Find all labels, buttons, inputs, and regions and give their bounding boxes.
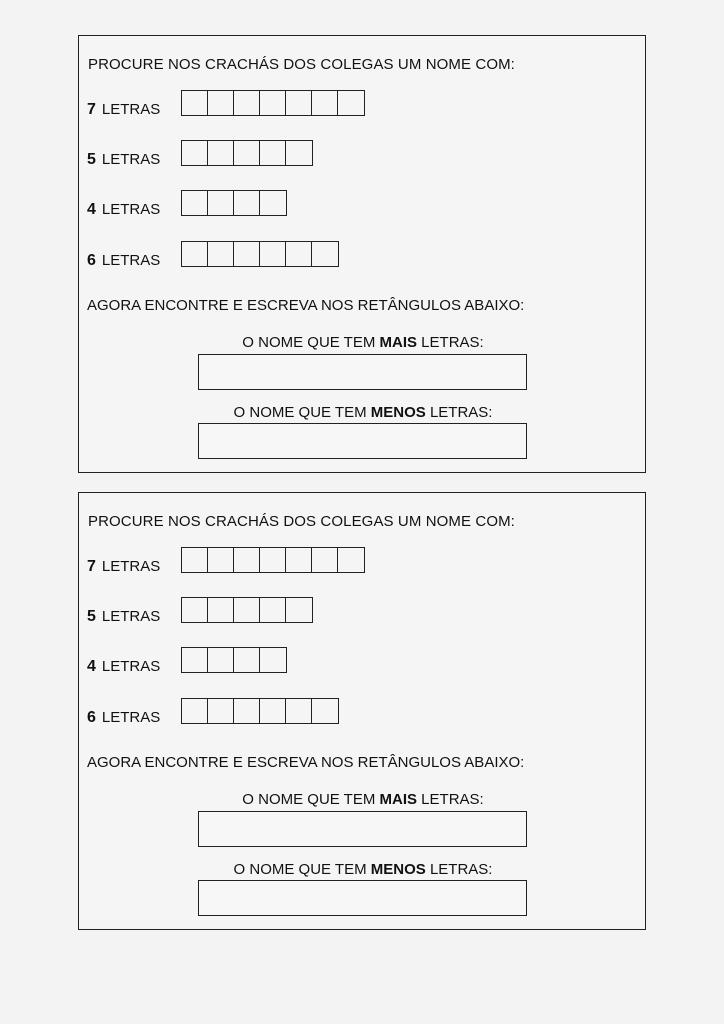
answer-box-least-letters[interactable] bbox=[198, 423, 527, 459]
letter-row-6 bbox=[87, 699, 339, 727]
letter-boxes[interactable] bbox=[181, 698, 339, 724]
letter-box[interactable] bbox=[182, 91, 208, 115]
letter-boxes[interactable] bbox=[181, 190, 287, 216]
letter-box[interactable] bbox=[286, 141, 312, 165]
subtitle-text: AGORA ENCONTRE E ESCREVA NOS RETÂNGULOS ABAIXO: bbox=[87, 754, 525, 771]
letter-box[interactable] bbox=[208, 191, 234, 215]
letter-row-4 bbox=[87, 191, 287, 219]
letter-box[interactable] bbox=[260, 91, 286, 115]
letter-box[interactable] bbox=[312, 91, 338, 115]
prompt-most-letters: O NOME QUE TEM MAIS LETRAS: bbox=[242, 791, 484, 808]
letter-label: LETRAS bbox=[101, 201, 161, 218]
instruction-text: PROCURE NOS CRACHÁS DOS COLEGAS UM NOME COM: bbox=[88, 513, 515, 530]
letter-box[interactable] bbox=[286, 91, 312, 115]
letter-box[interactable] bbox=[234, 648, 260, 672]
prompt-most-letters: O NOME QUE TEM MAIS LETRAS: bbox=[242, 334, 484, 351]
letter-box[interactable] bbox=[260, 648, 286, 672]
letter-box[interactable] bbox=[286, 242, 312, 266]
letter-box[interactable] bbox=[260, 242, 286, 266]
letter-count: 6 bbox=[87, 252, 96, 269]
letter-count: 4 bbox=[87, 201, 96, 218]
letter-boxes[interactable] bbox=[181, 241, 339, 267]
letter-row-4 bbox=[87, 648, 287, 676]
letter-box[interactable] bbox=[260, 141, 286, 165]
letter-box[interactable] bbox=[286, 548, 312, 572]
letter-boxes[interactable] bbox=[181, 547, 365, 573]
letter-row-5 bbox=[87, 598, 313, 626]
letter-box[interactable] bbox=[234, 191, 260, 215]
letter-box[interactable] bbox=[208, 648, 234, 672]
letter-box[interactable] bbox=[208, 598, 234, 622]
letter-row-5 bbox=[87, 141, 313, 169]
letter-box[interactable] bbox=[234, 548, 260, 572]
answer-box-most-letters[interactable] bbox=[198, 354, 527, 390]
letter-box[interactable] bbox=[312, 699, 338, 723]
letter-count: 7 bbox=[87, 101, 96, 118]
letter-box[interactable] bbox=[234, 141, 260, 165]
letter-box[interactable] bbox=[182, 141, 208, 165]
letter-count: 5 bbox=[87, 608, 96, 625]
letter-count: 5 bbox=[87, 151, 96, 168]
letter-box[interactable] bbox=[182, 699, 208, 723]
letter-label: LETRAS bbox=[101, 151, 161, 168]
letter-box[interactable] bbox=[182, 191, 208, 215]
letter-boxes[interactable] bbox=[181, 647, 287, 673]
letter-box[interactable] bbox=[260, 598, 286, 622]
letter-box[interactable] bbox=[208, 242, 234, 266]
letter-box[interactable] bbox=[182, 598, 208, 622]
letter-label: LETRAS bbox=[101, 658, 161, 675]
letter-box[interactable] bbox=[234, 91, 260, 115]
letter-count: 7 bbox=[87, 558, 96, 575]
letter-boxes[interactable] bbox=[181, 140, 313, 166]
letter-box[interactable] bbox=[234, 598, 260, 622]
letter-box[interactable] bbox=[312, 242, 338, 266]
letter-boxes[interactable] bbox=[181, 597, 313, 623]
prompt-least-letters: O NOME QUE TEM MENOS LETRAS: bbox=[233, 404, 493, 421]
subtitle-text: AGORA ENCONTRE E ESCREVA NOS RETÂNGULOS ABAIXO: bbox=[87, 297, 525, 314]
letter-box[interactable] bbox=[182, 242, 208, 266]
letter-count: 4 bbox=[87, 658, 96, 675]
worksheet-card-2 bbox=[78, 492, 646, 930]
letter-box[interactable] bbox=[208, 699, 234, 723]
letter-box[interactable] bbox=[208, 141, 234, 165]
letter-label: LETRAS bbox=[101, 558, 161, 575]
letter-box[interactable] bbox=[312, 548, 338, 572]
letter-box[interactable] bbox=[182, 548, 208, 572]
answer-box-most-letters[interactable] bbox=[198, 811, 527, 847]
letter-box[interactable] bbox=[338, 91, 364, 115]
letter-row-7 bbox=[87, 91, 365, 119]
letter-box[interactable] bbox=[260, 699, 286, 723]
letter-label: LETRAS bbox=[101, 101, 161, 118]
letter-box[interactable] bbox=[260, 191, 286, 215]
instruction-text: PROCURE NOS CRACHÁS DOS COLEGAS UM NOME COM: bbox=[88, 56, 515, 73]
letter-box[interactable] bbox=[260, 548, 286, 572]
letter-box[interactable] bbox=[234, 699, 260, 723]
letter-label: LETRAS bbox=[101, 709, 161, 726]
letter-row-7 bbox=[87, 548, 365, 576]
letter-label: LETRAS bbox=[101, 608, 161, 625]
letter-count: 6 bbox=[87, 709, 96, 726]
letter-box[interactable] bbox=[182, 648, 208, 672]
letter-box[interactable] bbox=[338, 548, 364, 572]
letter-box[interactable] bbox=[286, 598, 312, 622]
prompt-least-letters: O NOME QUE TEM MENOS LETRAS: bbox=[233, 861, 493, 878]
letter-box[interactable] bbox=[208, 91, 234, 115]
answer-box-least-letters[interactable] bbox=[198, 880, 527, 916]
letter-label: LETRAS bbox=[101, 252, 161, 269]
letter-box[interactable] bbox=[234, 242, 260, 266]
letter-boxes[interactable] bbox=[181, 90, 365, 116]
letter-box[interactable] bbox=[286, 699, 312, 723]
worksheet-card-1 bbox=[78, 35, 646, 473]
letter-box[interactable] bbox=[208, 548, 234, 572]
letter-row-6 bbox=[87, 242, 339, 270]
